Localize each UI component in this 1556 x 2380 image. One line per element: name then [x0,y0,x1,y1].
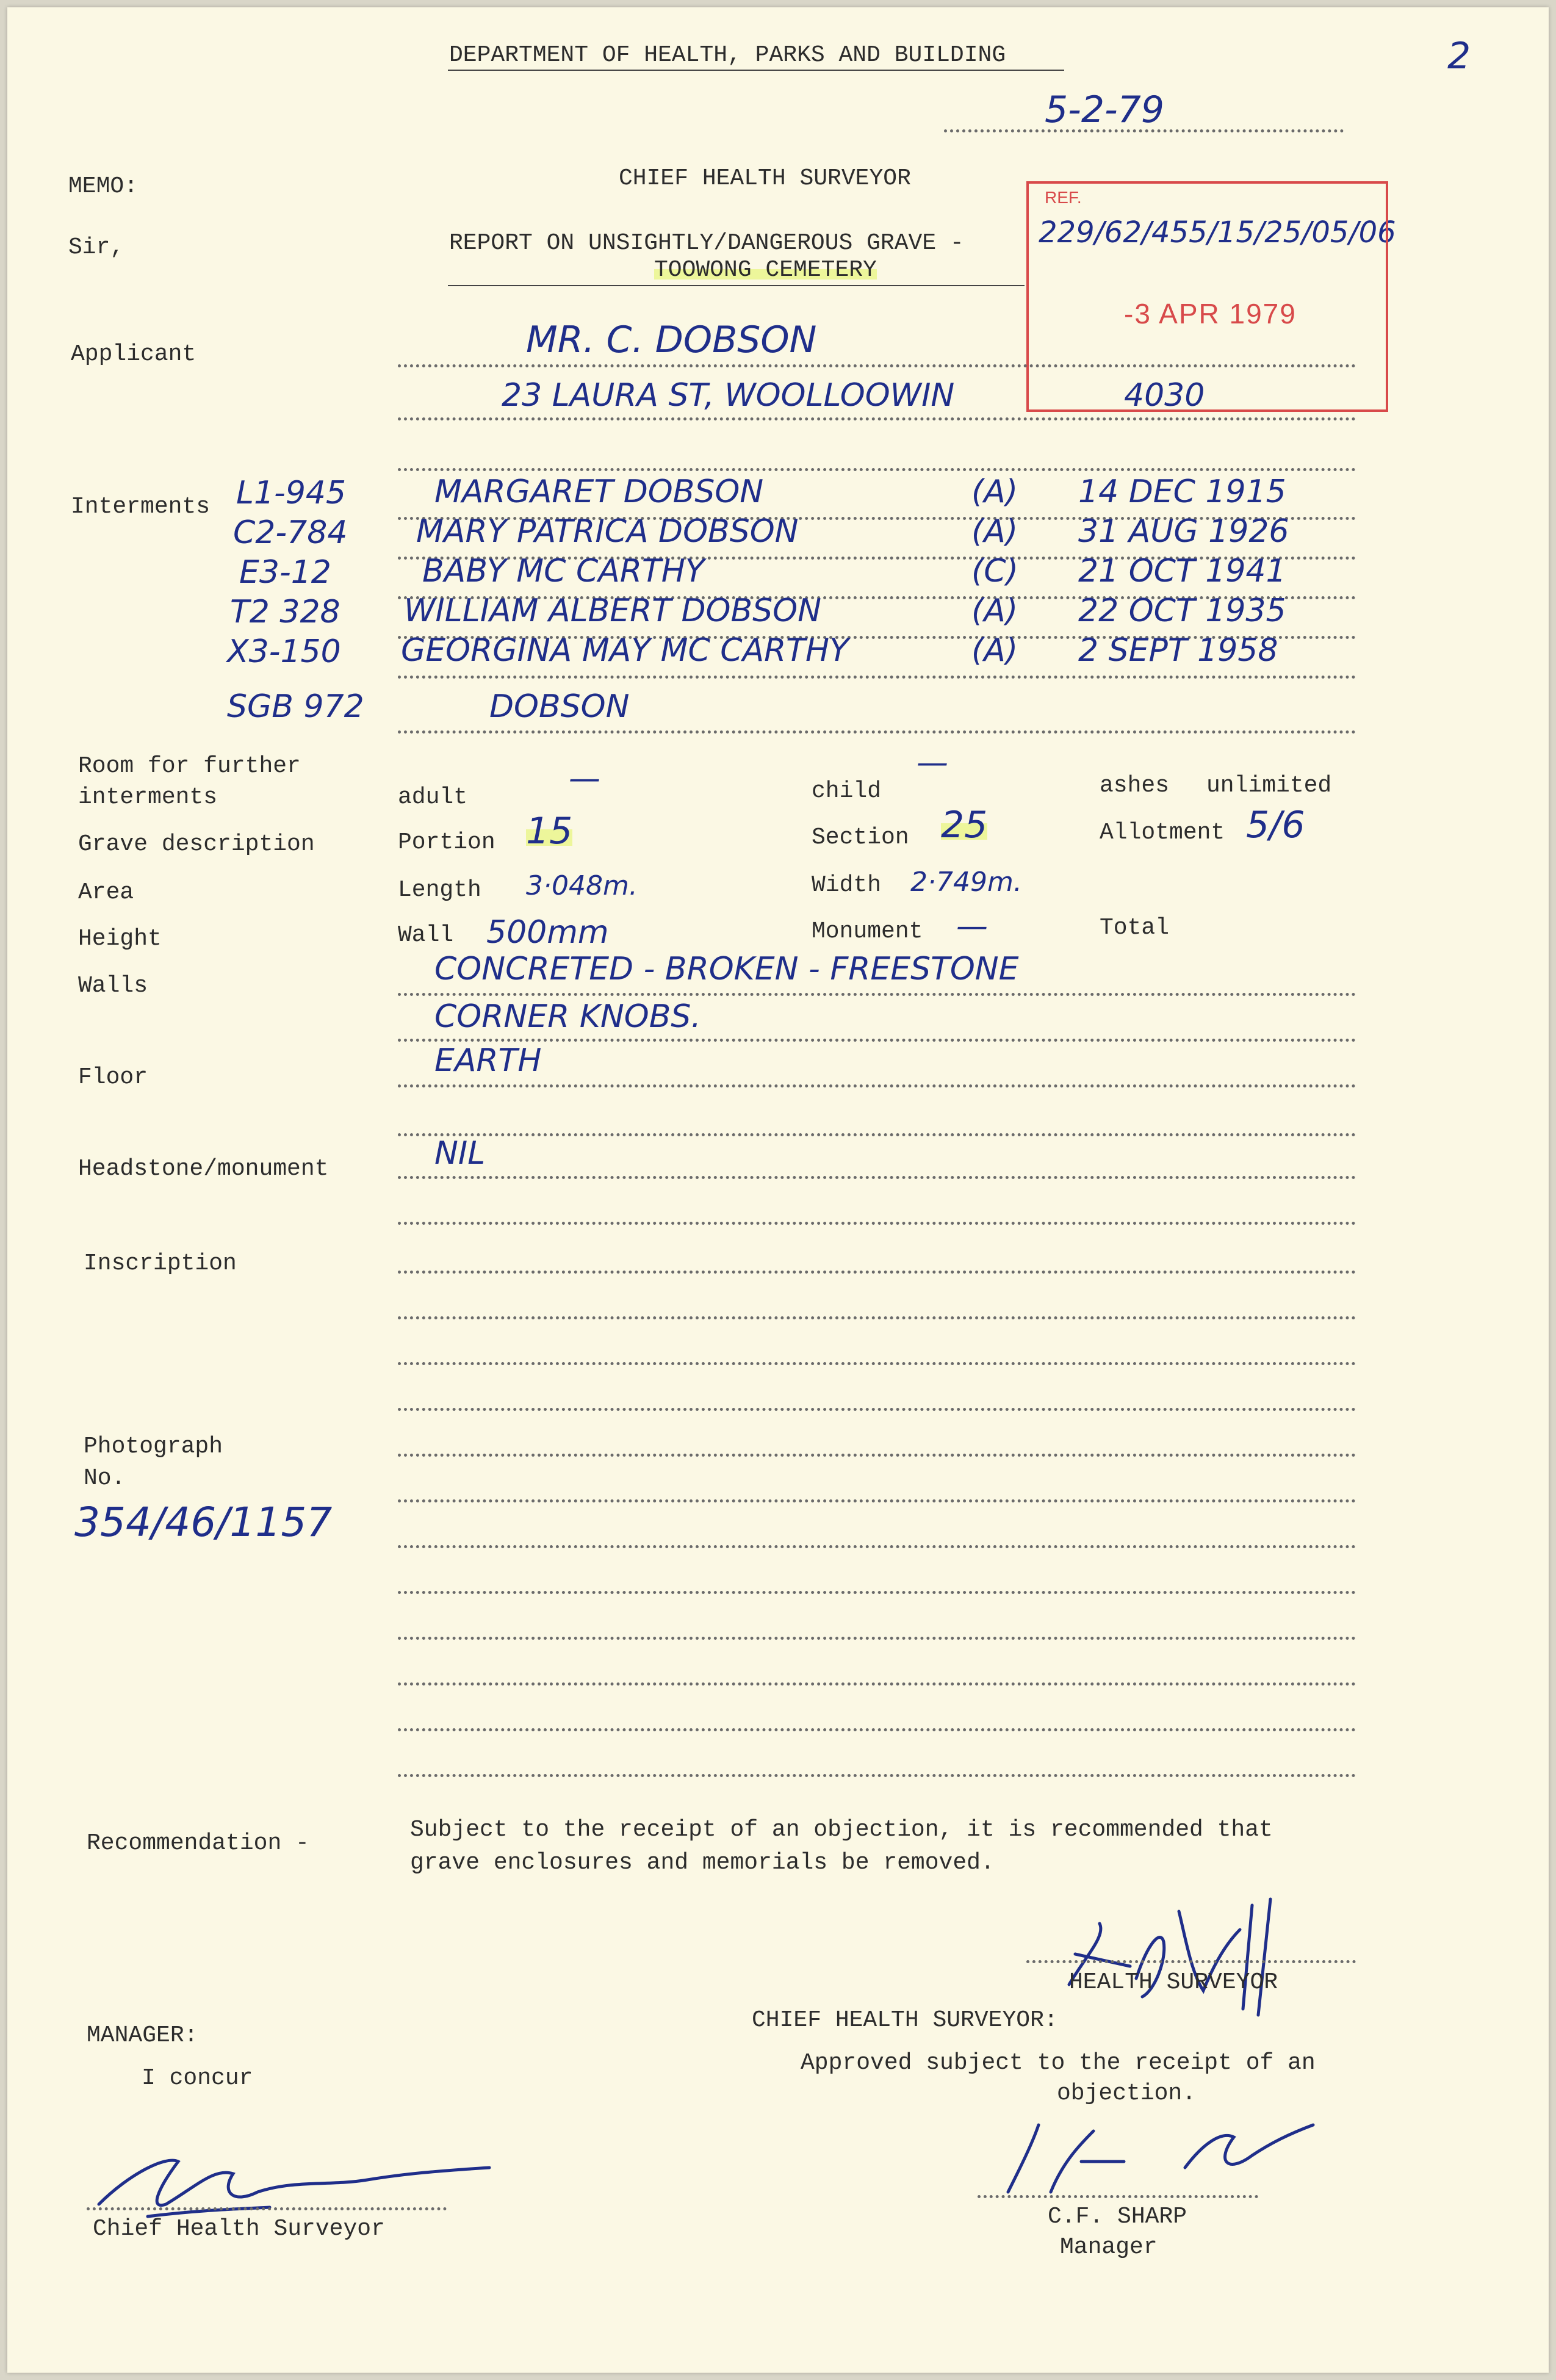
inscription-line [398,1408,1356,1411]
interment-date: 2 SEPT 1958 [1078,632,1278,669]
interment-name: GEORGINA MAY MC CARTHY [401,632,849,669]
manager-concur: I concur [142,2065,253,2091]
recommendation-label: Recommendation - [87,1830,309,1856]
approval-text-1: Approved subject to the receipt of an [801,2050,1316,2076]
applicant-label: Applicant [71,341,196,367]
memo-document [7,7,1549,2373]
stamp-ref-label: REF. [1045,188,1082,207]
manager-cf-sharp-signature [984,2107,1325,2204]
chief-label: CHIEF HEALTH SURVEYOR: [752,2007,1058,2033]
manager-sign-line [87,2207,447,2210]
approval-text-2: objection. [1057,2080,1197,2107]
adult-value: — [569,760,600,797]
wall-label: Wall [398,922,454,948]
interment-code: X3-150 [227,633,341,670]
walls-line-2 [398,1039,1356,1042]
interment-name: MARY PATRICA DOBSON [416,513,799,550]
interment-name: BABY MC CARTHY [422,553,705,590]
memo-date: 5-2-79 [1045,88,1164,131]
interment-date: 14 DEC 1915 [1078,474,1286,510]
area-label: Area [78,879,134,906]
interment-name: DOBSON [489,688,630,725]
received-stamp [1026,181,1388,412]
chief-sign-line [978,2195,1258,2198]
inscription-line [398,1499,1356,1502]
interment-code: L1-945 [236,475,347,511]
health-surveyor-signature [1032,1887,1313,2021]
inscription-line [398,1682,1356,1686]
photograph-label-1: Photograph [84,1433,223,1460]
memo-label: MEMO: [68,173,139,200]
department-heading: DEPARTMENT OF HEALTH, PARKS AND BUILDING [449,42,1006,68]
health-surveyor-title: HEALTH SURVEYOR [1069,1969,1278,1996]
interment-class: (C) [971,553,1018,590]
photograph-label-2: No. [84,1465,126,1491]
walls-value-1: CONCRETED - BROKEN - FREESTONE [434,951,1019,987]
interment-class: (A) [971,632,1018,669]
floor-line-1 [398,1084,1356,1087]
headstone-label: Headstone/monument [78,1156,329,1182]
floor-label: Floor [78,1064,148,1091]
inscription-line [398,1774,1356,1777]
applicant-line-1 [398,364,1356,367]
addressee: CHIEF HEALTH SURVEYOR [619,165,911,192]
interment-class: (A) [971,513,1018,550]
interment-code: E3-12 [239,554,331,591]
applicant-address: 23 LAURA ST, WOOLLOOWIN [502,377,955,414]
grave-description-label: Grave description [78,831,315,857]
inscription-line [398,1271,1356,1274]
applicant-postcode: 4030 [1124,377,1205,414]
inscription-line [398,1728,1356,1731]
inscription-line [398,1591,1356,1594]
applicant-line-2 [398,417,1356,420]
cemetery-name: TOOWONG CEMETERY [654,257,877,283]
interment-date: 21 OCT 1941 [1078,553,1286,590]
interment-code: C2-784 [233,514,348,551]
report-title: REPORT ON UNSIGHTLY/DANGEROUS GRAVE - [449,230,964,256]
portion-value: 15 [526,810,573,853]
interments-line-0 [398,468,1356,471]
height-label: Height [78,926,162,952]
reference-number: 229/62/455/15/25/05/06 [1039,215,1396,250]
child-label: child [812,778,882,804]
applicant-name: MR. C. DOBSON [526,319,817,361]
inscription-line [398,1362,1356,1365]
wall-value: 500mm [486,914,609,951]
page-number: 2 [1447,35,1471,78]
ashes-label: ashes [1100,773,1170,799]
width-value: 2·749m. [910,867,1022,898]
interment-code: T2 328 [230,594,340,630]
interment-name: WILLIAM ALBERT DOBSON [404,593,821,629]
section-label: Section [812,824,909,851]
length-value: 3·048m. [526,870,638,901]
ashes-value: unlimited [1206,773,1332,799]
inscription-line [398,1637,1356,1640]
recommendation-text-2: grave enclosures and memorials be removed. [410,1850,995,1876]
walls-label: Walls [78,973,148,999]
adult-label: adult [398,784,468,810]
inscription-line [398,1316,1356,1319]
manager-signatory: Chief Health Surveyor [93,2216,385,2242]
floor-value: EARTH [434,1042,542,1079]
room-label-1: Room for further [78,753,301,779]
interment-line [398,730,1356,734]
health-surveyor-sign-line [1026,1960,1356,1963]
headstone-line-1 [398,1176,1356,1179]
inscription-label: Inscription [84,1250,237,1277]
manager-name: C.F. SHARP [1048,2204,1187,2230]
inscription-line [398,1454,1356,1457]
allotment-label: Allotment [1100,820,1225,846]
room-label-2: interments [78,784,218,810]
inscription-line [398,1545,1356,1548]
width-label: Width [812,872,882,898]
stamp-date: -3 APR 1979 [1124,298,1297,330]
headstone-line-2 [398,1222,1356,1225]
interment-class: (A) [971,474,1018,510]
headstone-value: NIL [434,1135,486,1172]
heading-underline [448,70,1064,71]
total-label: Total [1100,915,1170,941]
interment-date: 22 OCT 1935 [1078,593,1286,629]
floor-line-2 [398,1133,1356,1136]
length-label: Length [398,877,481,903]
manager-title: Manager [1060,2234,1158,2260]
monument-value: — [956,908,988,945]
photograph-number: 354/46/1157 [74,1499,333,1546]
salutation: Sir, [68,234,124,261]
interment-date: 31 AUG 1926 [1078,513,1289,550]
title-underline [448,285,1025,286]
manager-signature [74,2137,502,2229]
manager-label: MANAGER: [87,2022,198,2049]
allotment-value: 5/6 [1246,804,1305,846]
walls-value-2: CORNER KNOBS. [434,998,701,1035]
interment-line [398,676,1356,679]
interments-label: Interments [71,494,211,520]
section-value: 25 [941,804,988,846]
walls-line-1 [398,993,1356,996]
interment-code: SGB 972 [227,688,364,725]
interment-class: (A) [971,593,1018,629]
recommendation-text-1: Subject to the receipt of an objection, it is recommended that [410,1817,1273,1843]
interment-name: MARGARET DOBSON [434,474,764,510]
portion-label: Portion [398,829,495,856]
monument-label: Monument [812,918,923,945]
child-value: — [917,745,948,781]
